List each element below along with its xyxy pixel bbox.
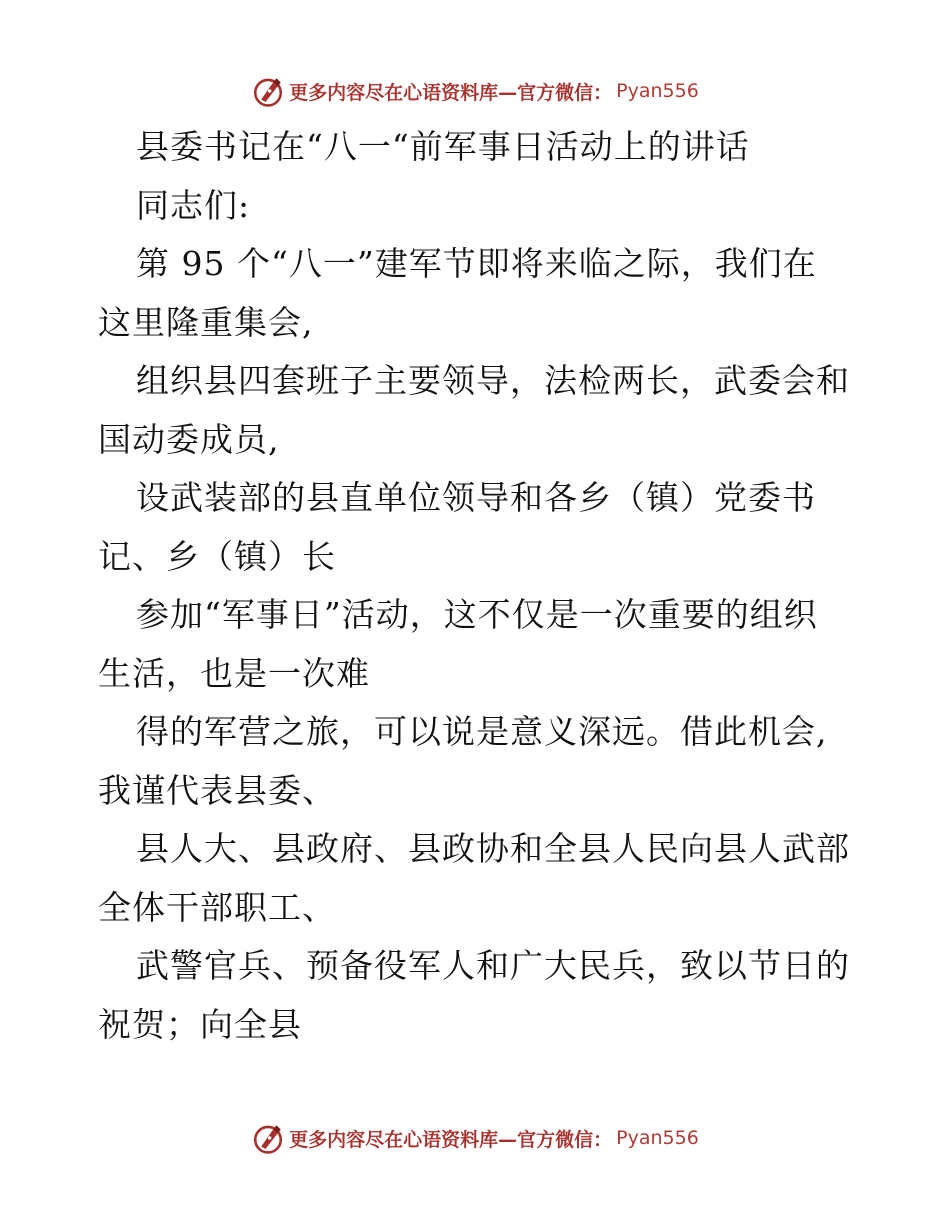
paragraph-line: 生活，也是一次难 <box>98 653 370 693</box>
paragraph-line: 祝贺；向全县 <box>98 1004 302 1044</box>
watermark-wechat-id: Pyan556 <box>616 1127 699 1149</box>
paragraph-line: 第 95 个“八一”建军节即将来临之际，我们在 <box>136 244 817 283</box>
paragraph-line: 这里隆重集会, <box>98 302 314 342</box>
paragraph-line: 记、乡（镇）长 <box>98 536 336 576</box>
pen-nib-logo-icon <box>251 1121 285 1155</box>
paragraph-line: 设武装部的县直单位领导和各乡（镇）党委书 <box>136 478 816 517</box>
document-title: 县委书记在“八一“前军事日活动上的讲话 <box>136 127 750 166</box>
pen-nib-logo-icon <box>251 74 285 108</box>
watermark-text: 更多内容尽在心语资料库—官方微信： <box>289 1128 613 1151</box>
document-body <box>98 118 858 1054</box>
paragraph-line: 武警官兵、预备役军人和广大民兵，致以节日的 <box>136 946 850 985</box>
paragraph-line: 全体干部职工、 <box>98 887 336 927</box>
watermark-wechat-id: Pyan556 <box>616 80 699 102</box>
paragraph-line: 得的军营之旅，可以说是意义深远。借此机会, <box>136 712 828 751</box>
paragraph-line: 参加“军事日”活动，这不仅是一次重要的组织 <box>136 595 818 634</box>
paragraph-line: 我谨代表县委、 <box>98 770 336 810</box>
salutation: 同志们: <box>136 185 251 225</box>
paragraph-line: 组织县四套班子主要领导，法检两长，武委会和 <box>136 361 850 400</box>
paragraph-line: 国动委成员, <box>98 419 280 459</box>
watermark-text: 更多内容尽在心语资料库—官方微信： <box>289 81 613 104</box>
footer-watermark <box>0 1118 950 1158</box>
paragraph-line: 县人大、县政府、县政协和全县人民向县人武部 <box>136 829 850 868</box>
header-watermark <box>0 71 950 111</box>
